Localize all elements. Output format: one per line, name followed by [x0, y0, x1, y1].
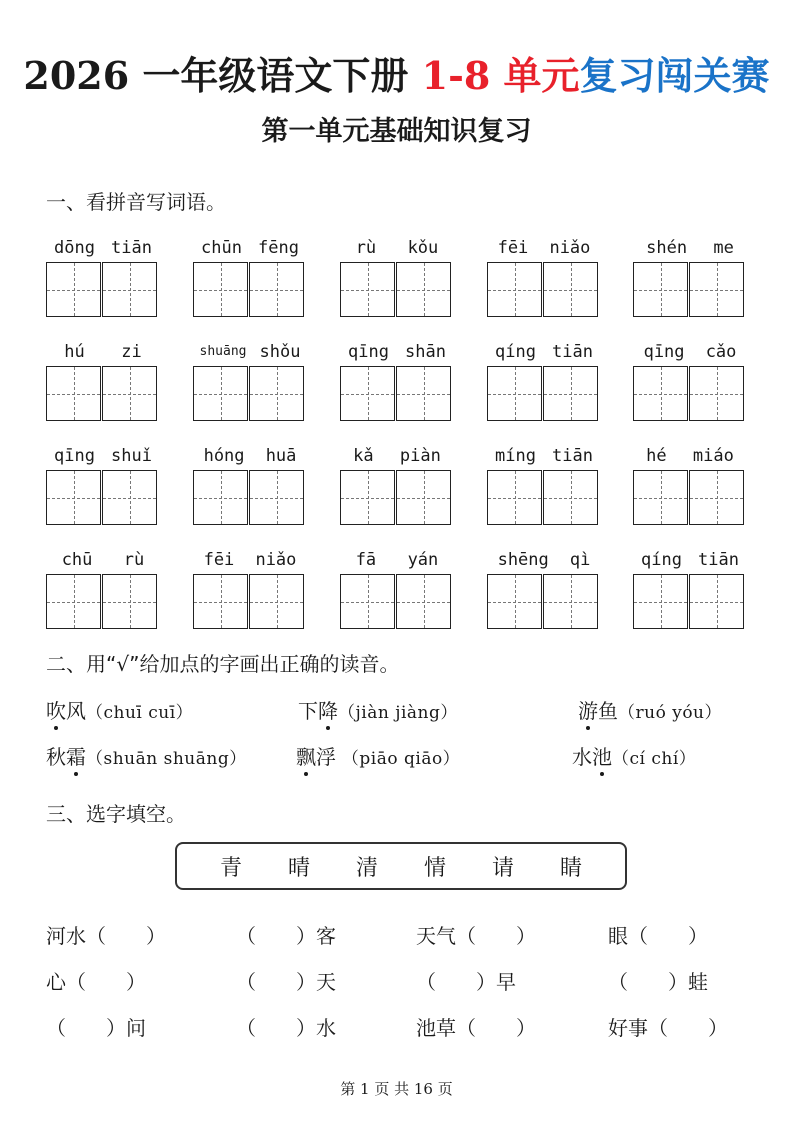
- writing-box[interactable]: [46, 574, 101, 629]
- pinyin-syllable: tiān: [552, 446, 593, 466]
- choice-character: 清: [355, 855, 378, 881]
- dotted-character: 游: [578, 699, 598, 723]
- pinyin-syllable: me: [713, 238, 734, 258]
- fill-in-item[interactable]: （ ）天: [236, 970, 336, 994]
- writing-box[interactable]: [46, 262, 101, 317]
- page-footer: 第 1 页 共 16 页: [340, 1080, 453, 1098]
- pinyin-syllable: shuāng: [199, 344, 247, 359]
- pinyin-options[interactable]: （piāo qiāo）: [336, 749, 461, 769]
- writing-boxes: [193, 470, 307, 525]
- choice-character: 请: [491, 855, 514, 881]
- character: 鱼: [598, 699, 618, 723]
- pinyin-word: [487, 546, 601, 629]
- pinyin-label: [193, 338, 307, 362]
- writing-box[interactable]: [633, 470, 688, 525]
- pinyin-syllable: yán: [407, 550, 439, 570]
- writing-box[interactable]: [249, 574, 304, 629]
- pinyin-word: [487, 338, 601, 421]
- writing-boxes: [340, 262, 454, 317]
- pinyin-word: [46, 442, 160, 525]
- writing-box[interactable]: [46, 366, 101, 421]
- writing-box[interactable]: [543, 262, 598, 317]
- writing-boxes: [193, 574, 307, 629]
- pinyin-syllable: tiān: [111, 238, 152, 258]
- pinyin-label: [340, 442, 454, 466]
- writing-box[interactable]: [633, 366, 688, 421]
- pinyin-options[interactable]: （ruó yóu）: [618, 703, 723, 723]
- writing-box[interactable]: [487, 574, 542, 629]
- fill-in-item[interactable]: （ ）客: [236, 924, 336, 948]
- writing-boxes: [193, 366, 307, 421]
- writing-box[interactable]: [543, 470, 598, 525]
- pinyin-label: [487, 546, 601, 570]
- pinyin-syllable: niǎo: [549, 238, 591, 258]
- writing-box[interactable]: [340, 366, 395, 421]
- writing-box[interactable]: [396, 262, 451, 317]
- pinyin-syllable: fēi: [497, 238, 529, 258]
- character-choice-box: [175, 842, 627, 890]
- fill-in-item[interactable]: 好事（ ）: [608, 1016, 728, 1040]
- pinyin-options[interactable]: （jiàn jiàng）: [338, 703, 458, 723]
- pinyin-word: [633, 234, 747, 317]
- writing-box[interactable]: [689, 366, 744, 421]
- pinyin-word: [46, 338, 160, 421]
- writing-box[interactable]: [102, 574, 157, 629]
- fill-in-item[interactable]: 心（ ）: [46, 970, 146, 994]
- pinyin-word: [193, 442, 307, 525]
- writing-box[interactable]: [46, 470, 101, 525]
- pinyin-syllable: cǎo: [705, 342, 737, 362]
- writing-boxes: [46, 366, 160, 421]
- pinyin-label: [340, 338, 454, 362]
- pinyin-word: [340, 234, 454, 317]
- writing-boxes: [487, 574, 601, 629]
- pinyin-syllable: chū: [61, 550, 93, 570]
- pinyin-label: [633, 338, 747, 362]
- writing-boxes: [46, 262, 160, 317]
- writing-boxes: [633, 262, 747, 317]
- pinyin-word: [340, 338, 454, 421]
- writing-box[interactable]: [487, 470, 542, 525]
- pinyin-word: [633, 546, 747, 629]
- dotted-character: 飘: [296, 745, 316, 769]
- pinyin-syllable: niǎo: [255, 550, 297, 570]
- writing-box[interactable]: [543, 366, 598, 421]
- pinyin-syllable: shēng: [497, 550, 549, 570]
- section3-heading: 三、选字填空。: [46, 802, 186, 826]
- fill-in-item[interactable]: 河水（ ）: [46, 924, 166, 948]
- pinyin-syllable: chūn: [201, 238, 242, 258]
- writing-box[interactable]: [487, 262, 542, 317]
- pinyin-syllable: dōng: [54, 238, 95, 258]
- pronunciation-item: [572, 743, 696, 773]
- pinyin-label: [633, 442, 747, 466]
- writing-box[interactable]: [396, 470, 451, 525]
- character: 下: [298, 699, 318, 723]
- writing-box[interactable]: [487, 366, 542, 421]
- writing-box[interactable]: [102, 470, 157, 525]
- writing-boxes: [633, 574, 747, 629]
- writing-box[interactable]: [102, 262, 157, 317]
- section1-heading: 一、看拼音写词语。: [46, 190, 226, 214]
- title-review: 复习闯关赛: [579, 53, 770, 98]
- writing-boxes: [46, 574, 160, 629]
- pinyin-syllable: shǒu: [259, 342, 301, 362]
- dotted-character: 降: [318, 699, 338, 723]
- pinyin-syllable: tiān: [698, 550, 739, 570]
- pinyin-label: [46, 546, 160, 570]
- writing-box[interactable]: [193, 574, 248, 629]
- section2-heading: 二、用“√”给加点的字画出正确的读音。: [46, 652, 400, 676]
- pinyin-syllable: piàn: [399, 446, 441, 466]
- pinyin-syllable: shén: [646, 238, 688, 258]
- pinyin-syllable: tiān: [552, 342, 593, 362]
- writing-box[interactable]: [689, 262, 744, 317]
- pinyin-syllable: zi: [121, 342, 142, 362]
- writing-box[interactable]: [340, 262, 395, 317]
- writing-box[interactable]: [396, 366, 451, 421]
- page-subtitle: 第一单元基础知识复习: [261, 116, 532, 147]
- writing-box[interactable]: [689, 470, 744, 525]
- pinyin-word: [633, 442, 747, 525]
- pinyin-syllable: hé: [646, 446, 667, 466]
- pinyin-word: [193, 234, 307, 317]
- pinyin-syllable: qíng: [495, 342, 536, 362]
- pinyin-label: [46, 234, 160, 258]
- writing-boxes: [487, 470, 601, 525]
- choice-character: 睛: [559, 855, 582, 881]
- pinyin-options[interactable]: （chuī cuī）: [86, 703, 194, 723]
- character: 浮: [316, 745, 336, 769]
- character: 秋: [46, 745, 66, 769]
- pronunciation-item: [46, 743, 247, 773]
- pinyin-label: [340, 546, 454, 570]
- writing-boxes: [633, 366, 747, 421]
- pinyin-options[interactable]: （cí chí）: [612, 749, 697, 769]
- pinyin-options[interactable]: （shuān shuāng）: [86, 749, 247, 769]
- pinyin-label: [46, 442, 160, 466]
- writing-box[interactable]: [340, 574, 395, 629]
- writing-box[interactable]: [689, 574, 744, 629]
- writing-box[interactable]: [249, 366, 304, 421]
- writing-box[interactable]: [396, 574, 451, 629]
- pinyin-syllable: hóng: [203, 446, 245, 466]
- writing-boxes: [340, 470, 454, 525]
- fill-in-item[interactable]: （ ）问: [46, 1016, 146, 1040]
- pinyin-label: [46, 338, 160, 362]
- character: 水: [572, 745, 592, 769]
- pinyin-word: [193, 338, 307, 421]
- pinyin-syllable: miáo: [692, 446, 734, 466]
- pinyin-word: [487, 442, 601, 525]
- writing-box[interactable]: [633, 574, 688, 629]
- pinyin-syllable: kǒu: [407, 238, 439, 258]
- pinyin-syllable: fēi: [203, 550, 235, 570]
- pinyin-syllable: míng: [495, 446, 536, 466]
- pinyin-label: [193, 546, 307, 570]
- pinyin-syllable: rù: [355, 238, 377, 258]
- pinyin-syllable: fā: [355, 550, 377, 570]
- writing-box[interactable]: [633, 262, 688, 317]
- character: 风: [66, 699, 86, 723]
- pinyin-syllable: qì: [569, 550, 591, 570]
- fill-in-item[interactable]: （ ）水: [236, 1016, 336, 1040]
- pinyin-word: [193, 546, 307, 629]
- writing-boxes: [46, 470, 160, 525]
- dotted-character: 霜: [66, 745, 86, 769]
- pronunciation-item: [296, 743, 460, 773]
- pinyin-syllable: kǎ: [353, 446, 374, 466]
- title-units: 1-8 单元: [421, 53, 580, 98]
- fill-in-item[interactable]: （ ）蛙: [608, 970, 708, 994]
- pinyin-word: [633, 338, 747, 421]
- pinyin-syllable: rù: [123, 550, 145, 570]
- choice-character: 情: [423, 855, 446, 881]
- choice-character: 青: [219, 855, 242, 881]
- writing-boxes: [487, 366, 601, 421]
- title-year-grade: 2026 一年级语文下册: [23, 53, 422, 98]
- pinyin-syllable: shān: [405, 342, 446, 362]
- writing-box[interactable]: [193, 366, 248, 421]
- fill-in-item[interactable]: 天气（ ）: [416, 924, 536, 948]
- writing-boxes: [340, 366, 454, 421]
- fill-in-item[interactable]: 池草（ ）: [416, 1016, 536, 1040]
- pinyin-label: [487, 442, 601, 466]
- writing-box[interactable]: [193, 262, 248, 317]
- pinyin-syllable: qīng: [54, 446, 95, 466]
- pinyin-label: [340, 234, 454, 258]
- pinyin-syllable: huā: [265, 446, 297, 466]
- writing-box[interactable]: [102, 366, 157, 421]
- pinyin-word: [340, 442, 454, 525]
- choice-character: 晴: [287, 855, 310, 881]
- pinyin-word: [46, 546, 160, 629]
- pinyin-label: [193, 442, 307, 466]
- page-title: [0, 50, 793, 102]
- pinyin-syllable: qíng: [641, 550, 682, 570]
- pinyin-syllable: fēng: [258, 238, 299, 258]
- writing-boxes: [193, 262, 307, 317]
- fill-in-item[interactable]: （ ）早: [416, 970, 516, 994]
- pronunciation-item: [298, 697, 458, 727]
- pinyin-word: [46, 234, 160, 317]
- dotted-character: 吹: [46, 699, 66, 723]
- writing-box[interactable]: [340, 470, 395, 525]
- pinyin-label: [633, 546, 747, 570]
- writing-boxes: [487, 262, 601, 317]
- pinyin-label: [193, 234, 307, 258]
- pinyin-syllable: qīng: [348, 342, 389, 362]
- pinyin-word: [487, 234, 601, 317]
- pinyin-syllable: shuǐ: [111, 446, 152, 466]
- writing-box[interactable]: [249, 470, 304, 525]
- pronunciation-item: [46, 697, 193, 727]
- dotted-character: 池: [592, 745, 612, 769]
- pinyin-label: [487, 338, 601, 362]
- writing-boxes: [340, 574, 454, 629]
- pinyin-syllable: qīng: [643, 342, 685, 362]
- pinyin-label: [633, 234, 747, 258]
- writing-box[interactable]: [193, 470, 248, 525]
- pinyin-label: [487, 234, 601, 258]
- writing-box[interactable]: [249, 262, 304, 317]
- writing-boxes: [633, 470, 747, 525]
- writing-box[interactable]: [543, 574, 598, 629]
- pronunciation-item: [578, 697, 722, 727]
- pinyin-syllable: hú: [64, 342, 85, 362]
- fill-in-item[interactable]: 眼（ ）: [608, 924, 708, 948]
- pinyin-word: [340, 546, 454, 629]
